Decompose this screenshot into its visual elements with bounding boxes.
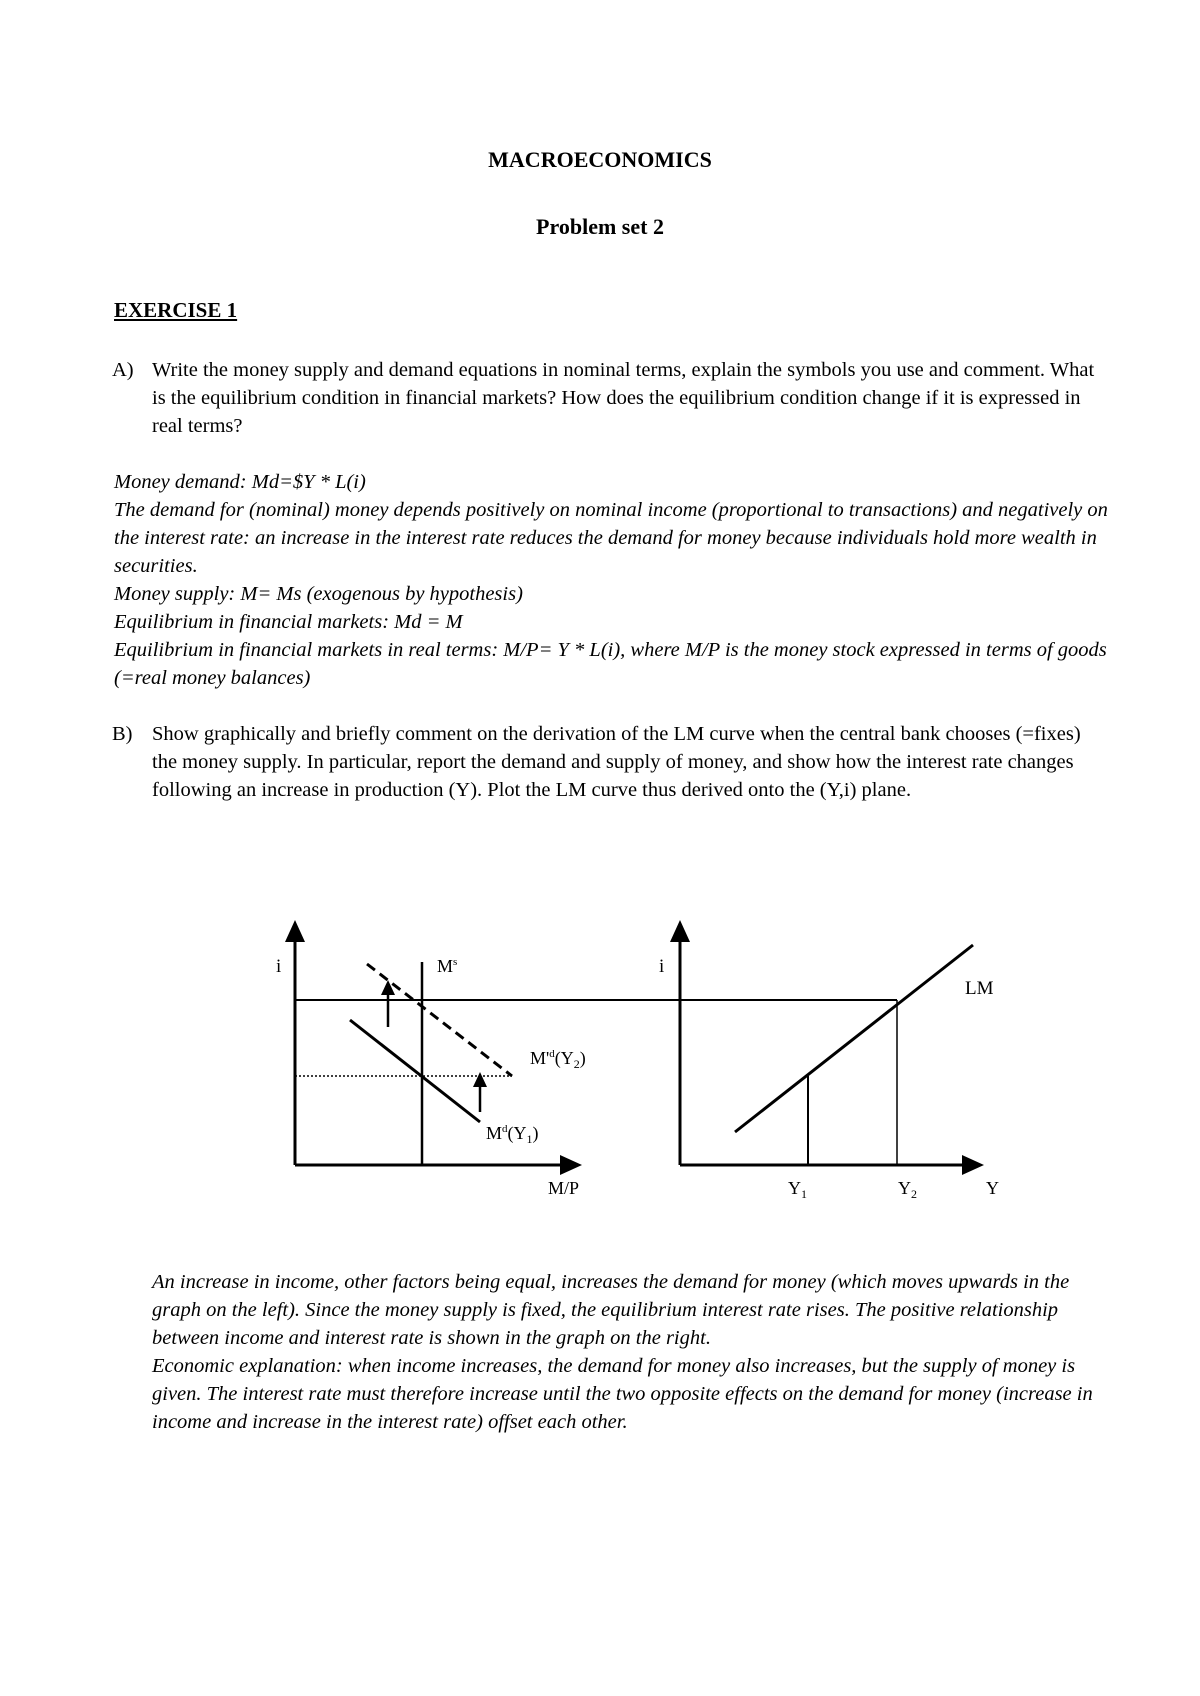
- question-b-text: Show graphically and briefly comment on the derivation of the LM curve when the central bank chooses (=fixes) the money supply. In particular, report the demand and supply of money, and show how the interest rate changes following an increase in production (Y). Plot the LM curve thus derived onto the (Y,i) plane.: [152, 723, 1081, 801]
- right-x-axis-label: Y: [986, 1178, 999, 1198]
- y1-tick-label: $Y_1$: [788, 1178, 807, 1201]
- y2-tick-label: $Y_2$: [898, 1178, 917, 1201]
- answer-b-paragraph-2: Economic explanation: when income increases, the demand for money also increases, but the supply of money is given. The interest rate must therefore increase until the two opposite effects on the demand for money (increase in income and increase in the interest rate) offset each other.: [152, 1355, 1093, 1433]
- lm-curve-panel: [659, 920, 999, 1201]
- right-x-axis-arrow: [962, 1155, 984, 1175]
- answer-b: [152, 1268, 1102, 1436]
- question-b-label: B): [112, 723, 133, 745]
- money-market-panel: [276, 920, 897, 1198]
- money-supply-label: $M^s$: [437, 956, 458, 976]
- document-title: MACROECONOMICS: [488, 147, 712, 172]
- answer-a-explanation: The demand for (nominal) money depends positively on nominal income (proportional to transactions) and negatively on the interest rate: an increase in the interest rate reduces the demand for money because individuals hold more wealth in securities.: [114, 499, 1108, 577]
- exercise-heading: EXERCISE 1: [114, 298, 238, 322]
- money-demand-y1-label: $M^d(Y_1)$: [486, 1123, 539, 1146]
- right-y-axis-label: i: [659, 956, 665, 977]
- shift-arrow-upper-head: [381, 980, 395, 995]
- left-x-axis-arrow: [560, 1155, 582, 1175]
- answer-a-equilibrium-real: Equilibrium in financial markets in real terms: M/P= Y * L(i), where M/P is the money stock expressed in terms of goods (=real money balances): [114, 639, 1107, 689]
- left-y-axis-label: i: [276, 956, 282, 977]
- question-a-text: Write the money supply and demand equations in nominal terms, explain the symbols you use and comment. What is the equilibrium condition in financial markets? How does the equilibrium condition change if it is expressed in real terms?: [152, 359, 1095, 437]
- lm-curve: [735, 945, 973, 1132]
- lm-curve-label: LM: [965, 978, 994, 999]
- right-y-axis-arrow: [670, 920, 690, 942]
- shift-arrow-lower-head: [473, 1072, 487, 1087]
- money-demand-y2-label: $M'^d(Y_2)$: [530, 1048, 586, 1071]
- answer-a-money-demand: Money demand: Md=$Y * L(i): [114, 471, 366, 493]
- left-y-axis-arrow: [285, 920, 305, 942]
- question-a-label: A): [112, 359, 134, 381]
- answer-b-paragraph-1: An increase in income, other factors being equal, increases the demand for money (which moves upwards in the graph on the left). Since the money supply is fixed, the equilibrium interest rate rises. The positive relationship between income and interest rate is shown in the graph on the right.: [152, 1271, 1070, 1349]
- problem-set-title: Problem set 2: [536, 214, 664, 239]
- left-x-axis-label: M/P: [548, 1178, 580, 1198]
- answer-a-money-supply: Money supply: M= Ms (exogenous by hypothesis): [114, 583, 523, 605]
- answer-a-equilibrium: Equilibrium in financial markets: Md = M: [114, 611, 463, 633]
